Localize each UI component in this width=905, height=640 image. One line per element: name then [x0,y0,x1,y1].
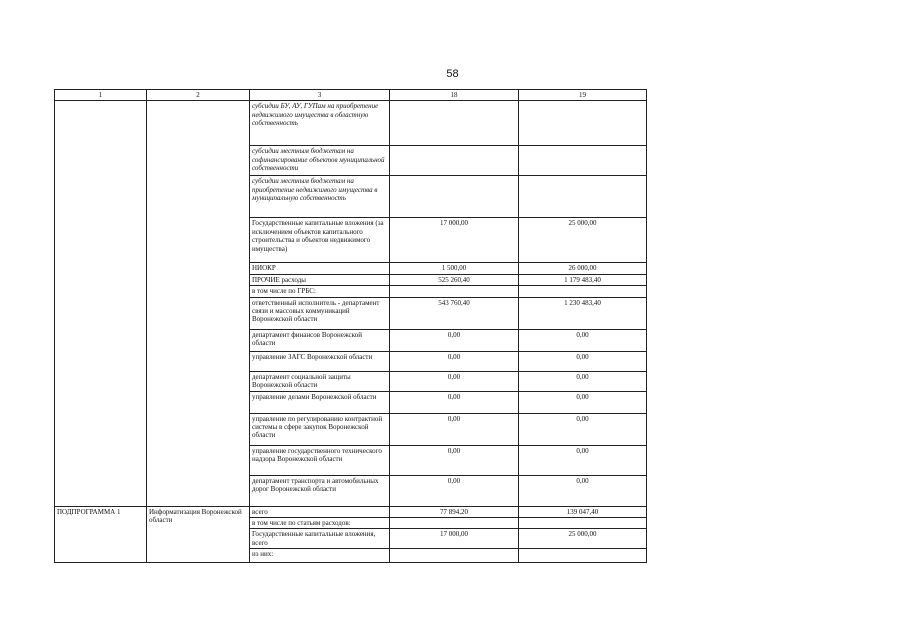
value-col-19 [519,176,647,218]
value-col-19: 0,00 [519,445,647,475]
value-col-19: 1 179 483,40 [519,274,647,285]
table-row [55,506,647,517]
row-label: всего [250,506,390,517]
budget-table [54,89,647,563]
row-label: субсидии местным бюджетам на приобретение недвижимого имущества в муниципальную собственность [250,176,390,218]
value-col-19 [519,549,647,563]
value-col-19 [519,146,647,176]
value-col-18: 0,00 [390,413,519,445]
header-cell-19: 19 [519,90,647,101]
row-label: Государственные капитальные вложения (за исключением объектов капитального строительства и объектов недвижимого имущества) [250,218,390,263]
row-label: ПРОЧИЕ расходы [250,274,390,285]
subprogram-name: Информатизация Воронежской области [147,506,250,563]
value-col-19: 25 000,00 [519,218,647,263]
row-label: в том числе по ГРБС: [250,286,390,297]
header-row [55,90,647,101]
row-label: Государственные капитальные вложения, всего [250,529,390,549]
value-col-18: 0,00 [390,351,519,371]
value-col-19 [519,286,647,297]
row-label: в том числе по статьям расходов: [250,517,390,528]
program-code-cell [55,101,147,506]
value-col-19: 0,00 [519,391,647,413]
value-col-18: 77 894,20 [390,506,519,517]
header-cell-1: 1 [55,90,147,101]
header-cell-3: 3 [250,90,390,101]
value-col-18 [390,549,519,563]
value-col-19: 25 000,00 [519,529,647,549]
header-cell-18: 18 [390,90,519,101]
table-row [55,101,647,146]
row-label: субсидии местным бюджетам на софинансирование объектов муниципальной собственности [250,146,390,176]
value-col-18: 543 760,40 [390,297,519,329]
subprogram-code: ПОДПРОГРАММА 1 [55,506,147,563]
row-label: департамент транспорта и автомобильных дорог Воронежской области [250,475,390,506]
header-cell-2: 2 [147,90,250,101]
row-label: НИОКР [250,263,390,274]
value-col-18: 17 000,00 [390,218,519,263]
value-col-18: 0,00 [390,391,519,413]
program-name-cell [147,101,250,506]
row-label: департамент социальной защиты Воронежской области [250,371,390,391]
value-col-19: 1 230 483,40 [519,297,647,329]
value-col-19: 139 047,40 [519,506,647,517]
value-col-18 [390,101,519,146]
row-label: департамент финансов Воронежской области [250,329,390,351]
value-col-18: 0,00 [390,329,519,351]
value-col-18: 17 000,00 [390,529,519,549]
value-col-19 [519,101,647,146]
value-col-18: 0,00 [390,445,519,475]
value-col-18 [390,176,519,218]
value-col-19: 0,00 [519,413,647,445]
value-col-18 [390,146,519,176]
row-label: субсидии БУ, АУ, ГУПам на приобретение недвижимого имущества в областную собственность [250,101,390,146]
value-col-18: 0,00 [390,371,519,391]
value-col-19: 0,00 [519,351,647,371]
value-col-18 [390,286,519,297]
row-label: ответственный исполнитель - департамент связи и массовых коммуникаций Воронежской области [250,297,390,329]
value-col-19: 26 000,00 [519,263,647,274]
value-col-19: 0,00 [519,329,647,351]
row-label: управление государственного технического надзора Воронежской области [250,445,390,475]
row-label: управление ЗАГС Воронежской области [250,351,390,371]
row-label: из них: [250,549,390,563]
value-col-19 [519,517,647,528]
value-col-19: 0,00 [519,475,647,506]
value-col-18: 525 260,40 [390,274,519,285]
value-col-18: 1 500,00 [390,263,519,274]
value-col-18 [390,517,519,528]
row-label: управление по регулированию контрактной системы в сфере закупок Воронежской области [250,413,390,445]
row-label: управление делами Воронежской области [250,391,390,413]
value-col-18: 0,00 [390,475,519,506]
page-number: 58 [446,68,459,80]
value-col-19: 0,00 [519,371,647,391]
